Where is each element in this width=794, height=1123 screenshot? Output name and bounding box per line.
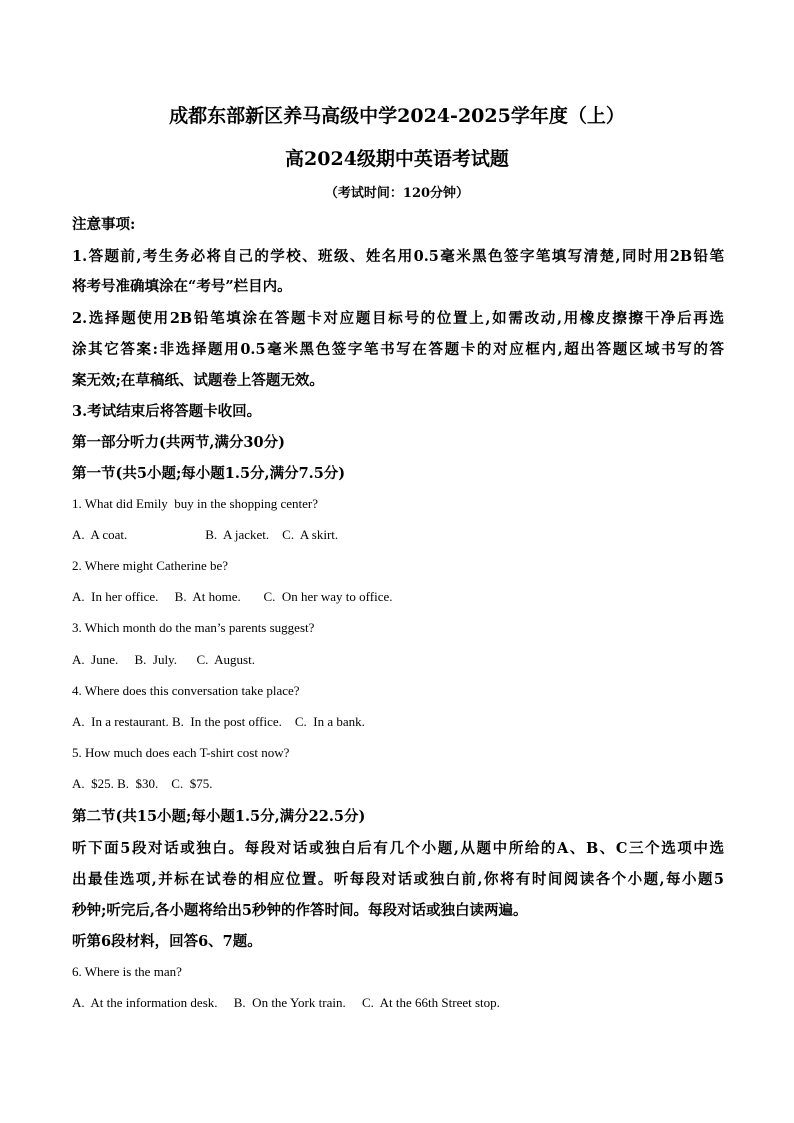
question-5-stem: 5. How much does each T-shirt cost now? xyxy=(72,745,290,760)
question-4-stem: 4. Where does this conversation take place? xyxy=(72,683,300,698)
section2-heading: 第二节(共15小题;每小题1.5分,满分22.5分) xyxy=(72,808,366,825)
note-2-line3: 案无效;在草稿纸、试题卷上答题无效。 xyxy=(72,372,324,389)
section1-heading: 第一节(共5小题;每小题1.5分,满分7.5分) xyxy=(72,465,346,482)
section2-instruction-line2: 出最佳选项,并标在试卷的相应位置。听每段对话或独白前,你将有时间阅读各个小题,每小题5 xyxy=(72,871,724,888)
question-6-stem: 6. Where is the man? xyxy=(72,964,182,979)
question-3-stem: 3. Which month do the man’s parents suggest? xyxy=(72,620,315,635)
exam-title-line2: 高2024级期中英语考试题 xyxy=(285,148,509,170)
question-5-options: A. $25. B. $30. C. $75. xyxy=(72,776,213,791)
section2-instruction-line3: 秒钟;听完后,各小题将给出5秒钟的作答时间。每段对话或独白读两遍。 xyxy=(72,902,528,919)
note-1-line2: 将考号准确填涂在“考号”栏目内。 xyxy=(72,278,292,295)
notes-heading: 注意事项: xyxy=(72,216,136,233)
note-2-line2: 涂其它答案:非选择题用0.5毫米黑色签字笔书写在答题卡的对应框内,超出答题区域书写的答 xyxy=(72,341,724,358)
exam-time: （考试时间：120分钟） xyxy=(324,186,470,201)
note-2-line1: 2.选择题使用2B铅笔填涂在答题卡对应题目标号的位置上,如需改动,用橡皮擦擦干净后再选 xyxy=(72,310,724,327)
part1-heading: 第一部分听力(共两节,满分30分) xyxy=(72,434,285,451)
question-1-options: A. A coat. B. A jacket. C. A skirt. xyxy=(72,527,339,542)
question-6-options: A. At the information desk. B. On the York train. C. At the 66th Street stop. xyxy=(72,995,500,1010)
material-6-heading: 听第6段材料，回答6、7题。 xyxy=(72,933,262,950)
question-4-options: A. In a restaurant. B. In the post office. C. In a bank. xyxy=(72,714,365,729)
question-3-options: A. June. B. July. C. August. xyxy=(72,652,255,667)
section2-instruction-line1: 听下面5段对话或独白。每段对话或独白后有几个小题,从题中所给的A、B、C三个选项中选 xyxy=(72,840,724,857)
question-2-stem: 2. Where might Catherine be? xyxy=(72,558,229,573)
question-2-options: A. In her office. B. At home. C. On her way to office. xyxy=(72,589,393,604)
question-1-stem: 1. What did Emily buy in the shopping center? xyxy=(72,496,318,511)
note-3: 3.考试结束后将答题卡收回。 xyxy=(72,403,262,420)
exam-title-line1: 成都东部新区养马高级中学2024-2025学年度（上） xyxy=(169,105,625,127)
note-1-line1: 1.答题前,考生务必将自己的学校、班级、姓名用0.5毫米黑色签字笔填写清楚,同时用2B铅笔 xyxy=(72,248,724,265)
